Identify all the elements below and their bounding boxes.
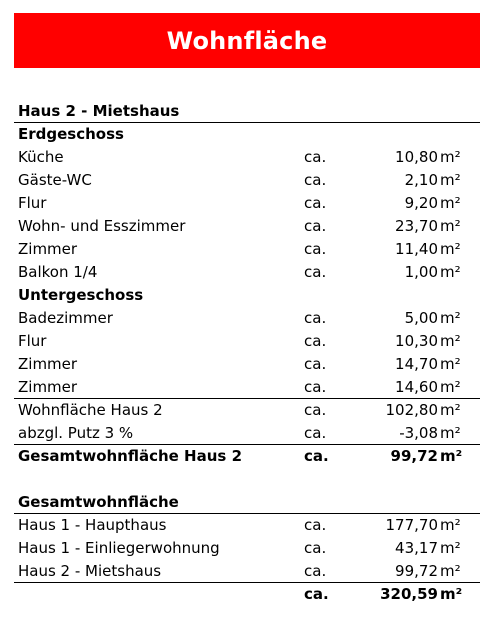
section-heading-label: Gesamtwohnfläche (18, 493, 179, 511)
table-row (14, 514, 480, 537)
deduction-label: abzgl. Putz 3 % (18, 424, 134, 442)
unit-label: m² (440, 539, 461, 557)
unit-label: m² (440, 263, 461, 281)
table-row (14, 192, 480, 215)
room-label: Zimmer (18, 240, 78, 258)
area-value: 43,17 (395, 539, 438, 557)
area-value: 9,20 (404, 194, 438, 212)
table-row (14, 330, 480, 353)
unit-label: m² (440, 378, 461, 396)
subtotal-row (14, 399, 480, 422)
subtotal-value: 102,80 (385, 401, 438, 419)
approx-label: ca. (304, 332, 327, 350)
section-heading-gesamt (14, 491, 480, 514)
unit-label: m² (440, 148, 461, 166)
table-row (14, 560, 480, 583)
approx-label: ca. (304, 217, 327, 235)
area-value: 10,80 (395, 148, 438, 166)
area-value: 177,70 (385, 516, 438, 534)
approx-label: ca. (304, 194, 327, 212)
deduction-row (14, 422, 480, 445)
approx-label: ca. (304, 539, 327, 557)
room-label: Flur (18, 194, 47, 212)
deduction-value: -3,08 (399, 424, 438, 442)
table-row (14, 169, 480, 192)
section-heading-haus2 (14, 100, 480, 123)
area-value: 2,10 (404, 171, 438, 189)
approx-label: ca. (304, 562, 327, 580)
area-value: 11,40 (395, 240, 438, 258)
area-value: 99,72 (395, 562, 438, 580)
approx-label: ca. (304, 585, 329, 603)
area-table (14, 100, 480, 606)
total-label: Gesamtwohnfläche Haus 2 (18, 447, 243, 465)
table-row (14, 353, 480, 376)
section-heading-label: Haus 2 - Mietshaus (18, 102, 180, 120)
table-row (14, 376, 480, 399)
subtotal-label: Wohnfläche Haus 2 (18, 401, 163, 419)
table-row (14, 307, 480, 330)
grand-total-value: 320,59 (380, 585, 438, 603)
unit-label: m² (440, 585, 463, 603)
room-label: Zimmer (18, 355, 78, 373)
total-value: 99,72 (390, 447, 438, 465)
title-banner (14, 13, 480, 68)
table-row (14, 537, 480, 560)
approx-label: ca. (304, 355, 327, 373)
group-heading-untergeschoss (14, 284, 480, 307)
group-heading-label: Untergeschoss (18, 286, 144, 304)
room-label: Wohn- und Esszimmer (18, 217, 186, 235)
building-label: Haus 1 - Einliegerwohnung (18, 539, 220, 557)
total-row-haus2 (14, 445, 480, 468)
table-row (14, 261, 480, 284)
approx-label: ca. (304, 516, 327, 534)
page-title: Wohnfläche (166, 26, 328, 55)
approx-label: ca. (304, 148, 327, 166)
unit-label: m² (440, 447, 463, 465)
group-heading-label: Erdgeschoss (18, 125, 124, 143)
unit-label: m² (440, 516, 461, 534)
approx-label: ca. (304, 378, 327, 396)
unit-label: m² (440, 401, 461, 419)
approx-label: ca. (304, 424, 327, 442)
approx-label: ca. (304, 447, 329, 465)
table-row (14, 146, 480, 169)
unit-label: m² (440, 217, 461, 235)
table-row (14, 238, 480, 261)
unit-label: m² (440, 309, 461, 327)
table-row (14, 215, 480, 238)
approx-label: ca. (304, 171, 327, 189)
section-spacer (14, 468, 480, 491)
area-value: 10,30 (395, 332, 438, 350)
room-label: Badezimmer (18, 309, 113, 327)
area-value: 14,70 (395, 355, 438, 373)
approx-label: ca. (304, 309, 327, 327)
approx-label: ca. (304, 240, 327, 258)
unit-label: m² (440, 562, 461, 580)
unit-label: m² (440, 355, 461, 373)
room-label: Flur (18, 332, 47, 350)
unit-label: m² (440, 194, 461, 212)
room-label: Küche (18, 148, 64, 166)
room-label: Balkon 1/4 (18, 263, 98, 281)
area-value: 14,60 (395, 378, 438, 396)
approx-label: ca. (304, 401, 327, 419)
grand-total-row (14, 583, 480, 606)
approx-label: ca. (304, 263, 327, 281)
building-label: Haus 1 - Haupthaus (18, 516, 167, 534)
area-value: 1,00 (404, 263, 438, 281)
group-heading-erdgeschoss (14, 123, 480, 146)
unit-label: m² (440, 332, 461, 350)
area-value: 5,00 (404, 309, 438, 327)
room-label: Gäste-WC (18, 171, 92, 189)
unit-label: m² (440, 424, 461, 442)
area-value: 23,70 (395, 217, 438, 235)
building-label: Haus 2 - Mietshaus (18, 562, 162, 580)
unit-label: m² (440, 171, 461, 189)
room-label: Zimmer (18, 378, 78, 396)
unit-label: m² (440, 240, 461, 258)
